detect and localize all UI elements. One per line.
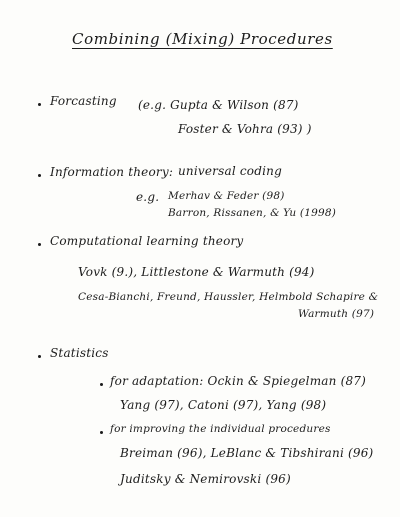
page-title: Combining (Mixing) Procedures xyxy=(72,30,333,48)
statistics-improving: for improving the individual procedures xyxy=(110,423,331,435)
bullet-computational-learning xyxy=(38,243,41,246)
information-theory-ref-line1: Merhav & Feder (98) xyxy=(168,190,285,202)
bullet-forecasting xyxy=(38,103,41,106)
bullet-improving xyxy=(100,431,103,434)
computational-learning-ref-line2: Cesa-Bianchi, Freund, Haussler, Helmbold Schapire & xyxy=(78,291,379,303)
statistics-improving-refs1: Breiman (96), LeBlanc & Tibshirani (96) xyxy=(120,446,374,460)
bullet-statistics xyxy=(38,355,41,358)
bullet-information-theory xyxy=(38,174,41,177)
information-theory-heading: Information theory: xyxy=(50,165,174,179)
forecasting-heading: Forcasting xyxy=(50,94,117,108)
information-theory-eg: e.g. xyxy=(136,190,160,204)
information-theory-sub: universal coding xyxy=(178,164,282,178)
statistics-improving-refs2: Juditsky & Nemirovski (96) xyxy=(120,472,291,486)
statistics-heading: Statistics xyxy=(50,346,109,360)
computational-learning-ref-line1: Vovk (9.), Littlestone & Warmuth (94) xyxy=(78,265,315,279)
forecasting-ref-line1: (e.g. Gupta & Wilson (87) xyxy=(138,98,299,112)
bullet-adaptation xyxy=(100,383,103,386)
statistics-adaptation-refs: Yang (97), Catoni (97), Yang (98) xyxy=(120,398,327,412)
information-theory-ref-line2: Barron, Rissanen, & Yu (1998) xyxy=(168,207,337,219)
statistics-adaptation: for adaptation: Ockin & Spiegelman (87) xyxy=(110,374,367,388)
computational-learning-heading: Computational learning theory xyxy=(50,234,244,248)
computational-learning-ref-line3: Warmuth (97) xyxy=(298,308,375,320)
forecasting-ref-line2: Foster & Vohra (93) ) xyxy=(178,122,312,136)
